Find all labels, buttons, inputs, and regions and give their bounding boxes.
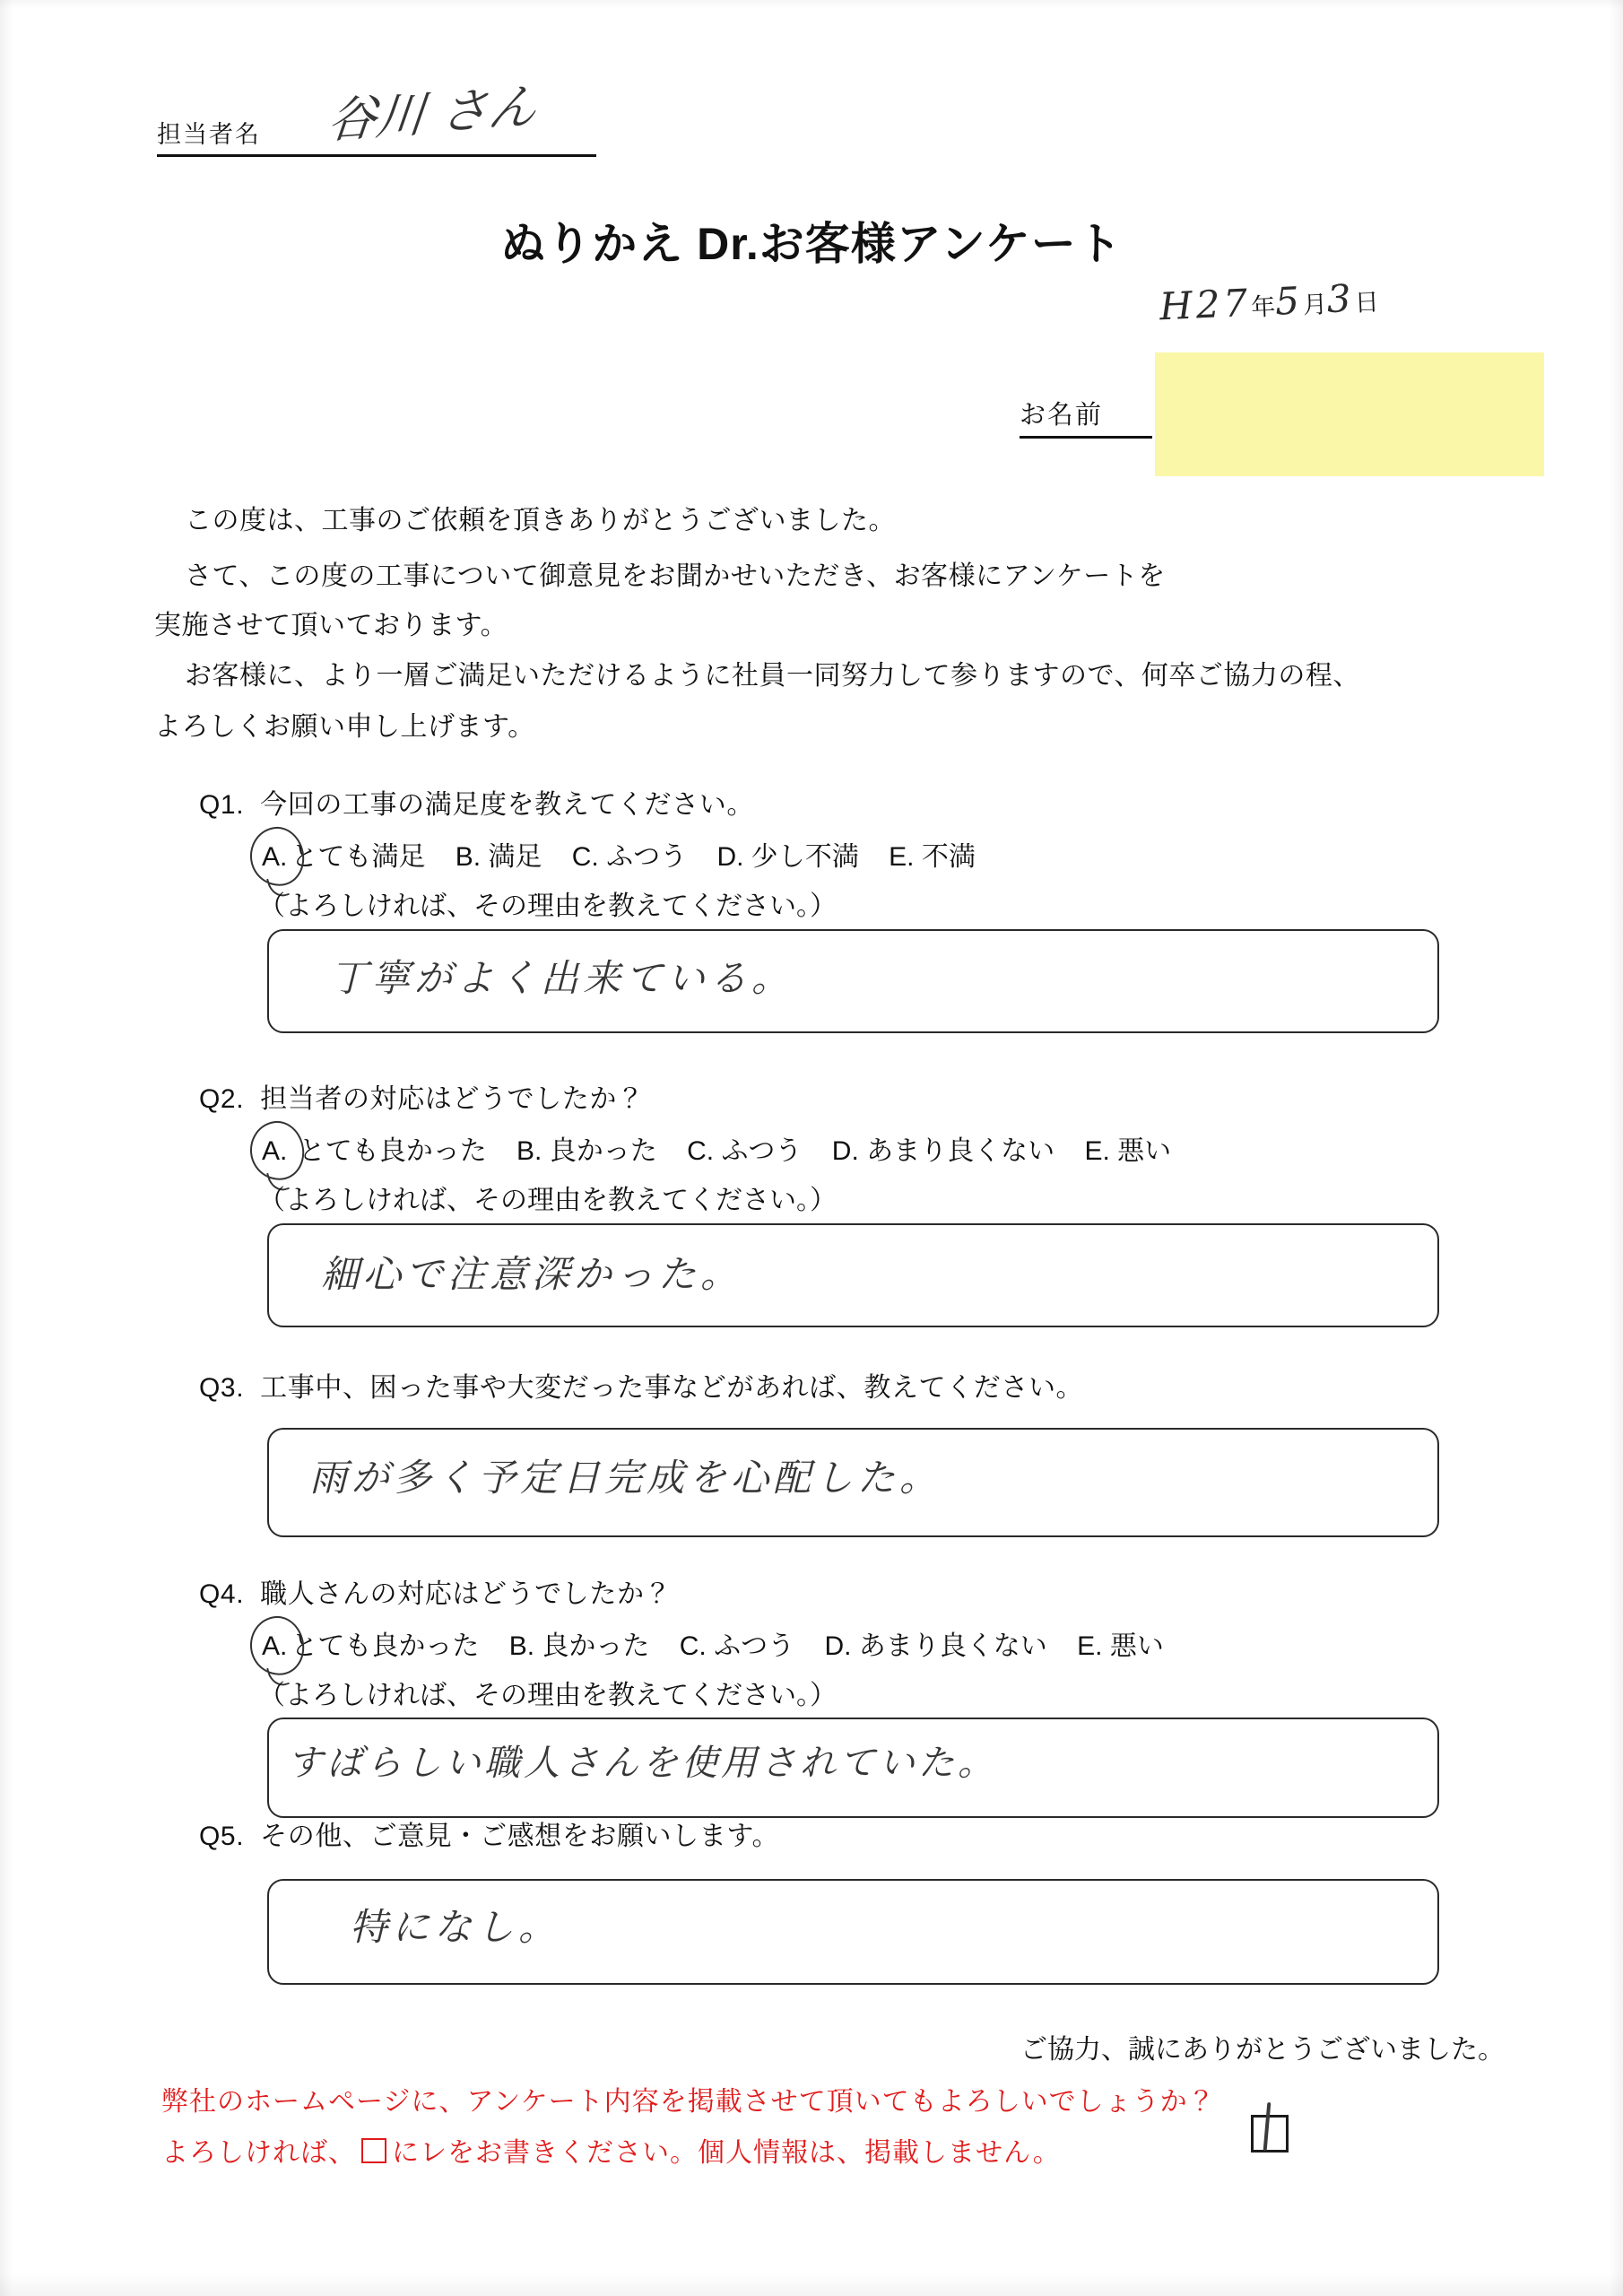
question-3-text: 工事中、困った事や大変だった事などがあれば、教えてください。 <box>260 1373 1084 1403</box>
question-1-option-d-label[interactable]: 少し不満 <box>751 842 859 872</box>
question-2-option-b-label[interactable]: 良かった <box>549 1136 657 1166</box>
consent-checkbox[interactable] <box>1251 2115 1289 2152</box>
question-2-option-e-letter: E. <box>1084 1136 1110 1166</box>
scan-edge-top <box>0 0 1623 9</box>
question-1-options <box>258 834 976 874</box>
date-day: 3 <box>1325 275 1356 322</box>
question-2-option-c-letter: C. <box>687 1136 715 1166</box>
question-5-title <box>199 1813 779 1853</box>
question-4-title <box>199 1571 672 1611</box>
customer-name-label: お名前 <box>1020 401 1104 430</box>
intro-line-2: さて、この度の工事について御意見をお聞かせいただき、お客様にアンケートを <box>185 561 1166 591</box>
question-5-answer-handwriting: 特になし。 <box>350 1905 561 1949</box>
question-2-option-b-letter: B. <box>516 1136 542 1166</box>
question-4-option-e-letter: E. <box>1077 1631 1103 1661</box>
question-1-title <box>199 782 754 822</box>
question-2-number: Q2. <box>199 1084 245 1114</box>
question-4-option-d-label[interactable]: あまり良くない <box>858 1631 1047 1661</box>
question-4-option-e-label[interactable]: 悪い <box>1109 1631 1164 1661</box>
question-1-option-e-letter: E. <box>889 842 915 872</box>
question-3-answer-handwriting: 雨が多く予定日完成を心配した。 <box>309 1456 942 1500</box>
question-4-number: Q4. <box>199 1579 245 1609</box>
question-2-option-d-letter: D. <box>831 1136 859 1166</box>
question-1-option-d-letter: D. <box>716 842 744 872</box>
checkbox-glyph-icon <box>361 2138 386 2163</box>
question-4-sub-prompt: （よろしければ、その理由を教えてください。） <box>258 1681 837 1710</box>
date-month-unit: 月 <box>1302 291 1328 319</box>
question-1-option-a[interactable] <box>258 842 291 873</box>
question-4-option-a-letter: A. <box>262 1631 288 1661</box>
intro-line-5: よろしくお願い申し上げます。 <box>154 712 535 742</box>
page-title: ぬりかえ Dr.お客様アンケート <box>500 219 1123 269</box>
consent-notice-line-2-prefix: よろしければ、 <box>161 2138 356 2168</box>
question-4-option-a-label[interactable]: とても良かった <box>291 1631 480 1661</box>
question-5-text: その他、ご意見・ご感想をお願いします。 <box>260 1822 780 1851</box>
question-4-option-c-label[interactable]: ふつう <box>714 1631 795 1661</box>
question-4-option-b-label[interactable]: 良かった <box>542 1631 650 1661</box>
question-1-number: Q1. <box>199 790 245 820</box>
question-2-option-d-label[interactable]: あまり良くない <box>866 1136 1055 1166</box>
question-1-sub-prompt: （よろしければ、その理由を教えてください。） <box>258 891 837 921</box>
staff-name-label: 担当者名 <box>157 121 261 148</box>
question-1-option-b-label[interactable]: 満足 <box>488 842 542 872</box>
date-month: 5 <box>1274 278 1304 324</box>
consent-notice-line-1: 弊社のホームページに、アンケート内容を掲載させて頂いてもよろしいでしょうか？ <box>161 2087 1216 2117</box>
consent-notice-line-2-suffix: にレをお書きください。個人情報は、掲載しません。 <box>392 2138 1061 2168</box>
question-1-answer-handwriting: 丁寧がよく出来ている。 <box>330 956 794 1000</box>
question-4-option-c-letter: C. <box>679 1631 707 1661</box>
thanks-message: ご協力、誠にありがとうございました。 <box>1020 2035 1505 2065</box>
question-1-option-b-letter: B. <box>455 842 482 872</box>
question-1-option-e-label[interactable]: 不満 <box>921 842 976 872</box>
staff-name-underline <box>157 154 596 157</box>
question-4-options <box>258 1623 1164 1663</box>
question-2-answer-handwriting: 細心で注意深かった。 <box>321 1252 743 1296</box>
question-2-text: 担当者の対応はどうでしたか？ <box>260 1084 645 1114</box>
question-5-number: Q5. <box>199 1822 245 1851</box>
scan-edge-bottom <box>0 2273 1623 2296</box>
question-4-text: 職人さんの対応はどうでしたか？ <box>260 1579 673 1609</box>
customer-name-redaction-block <box>1155 352 1544 476</box>
scan-edge-left <box>0 0 13 2296</box>
consent-notice-line-2 <box>161 2130 1061 2170</box>
question-4-option-b-letter: B. <box>508 1631 535 1661</box>
question-2-option-a-label[interactable]: とても良かった <box>298 1136 487 1166</box>
question-1-text: 今回の工事の満足度を教えてください。 <box>260 790 754 820</box>
intro-line-1: この度は、工事のご依頼を頂きありがとうございました。 <box>185 506 896 535</box>
question-2-title <box>199 1076 645 1116</box>
question-3-title <box>199 1365 1083 1405</box>
date-day-unit: 日 <box>1354 288 1380 317</box>
question-4-answer-handwriting: すばらしい職人さんを使用されていた。 <box>287 1743 997 1784</box>
intro-line-4: お客様に、より一層ご満足いただけるように社員一同努力して参りますので、何卒ご協力の程、 <box>185 661 1360 691</box>
question-4-option-a[interactable] <box>258 1631 291 1662</box>
customer-name-underline <box>1020 436 1152 439</box>
survey-date-handwriting <box>1159 275 1379 329</box>
question-1-option-a-letter: A. <box>262 842 288 872</box>
question-1-option-a-label[interactable]: とても満足 <box>291 842 426 872</box>
question-2-options <box>258 1128 1171 1168</box>
question-1-option-c-letter: C. <box>571 842 599 872</box>
question-1-option-c-label[interactable]: ふつう <box>606 842 688 872</box>
question-2-option-e-label[interactable]: 悪い <box>1117 1136 1172 1166</box>
date-era-year: H27 <box>1159 280 1253 329</box>
question-4-option-d-letter: D. <box>824 1631 852 1661</box>
question-3-number: Q3. <box>199 1373 245 1403</box>
scan-edge-right <box>1609 0 1623 2296</box>
intro-line-3: 実施させて頂いております。 <box>154 611 508 640</box>
question-2-option-a[interactable] <box>258 1136 291 1167</box>
question-2-option-a-letter: A. <box>262 1136 288 1166</box>
date-year-unit: 年 <box>1250 292 1276 321</box>
staff-name-handwriting: 谷川 さん <box>325 77 540 150</box>
question-2-sub-prompt: （よろしければ、その理由を教えてください。） <box>258 1186 837 1215</box>
question-2-option-c-label[interactable]: ふつう <box>721 1136 803 1166</box>
